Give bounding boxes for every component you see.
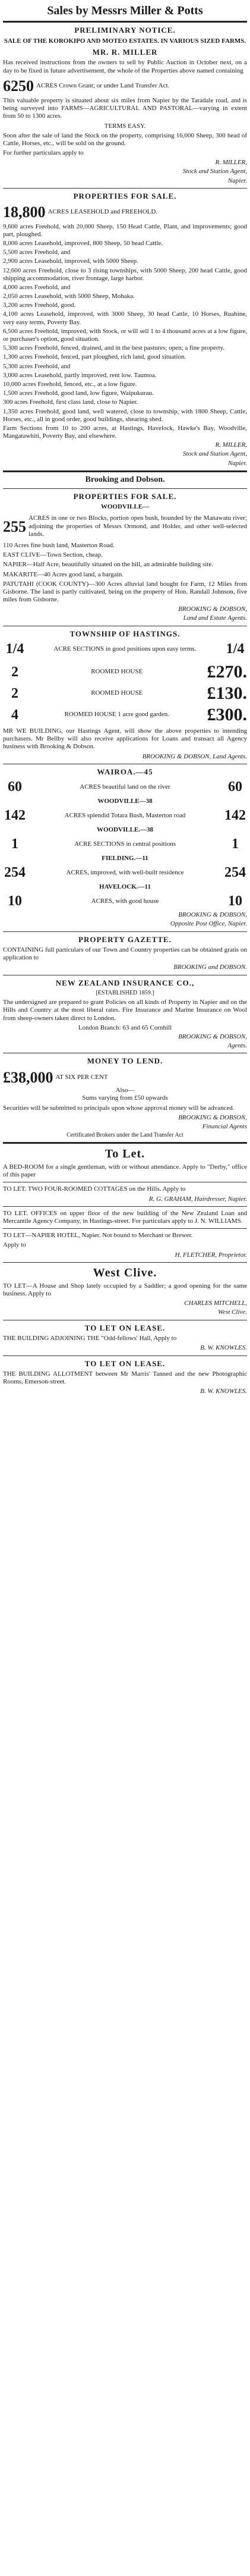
section-heading: TO LET ON LEASE.	[84, 1358, 166, 1368]
house-rooms: 2	[11, 685, 18, 701]
house-rooms: 4	[11, 707, 18, 723]
listing-text: ACRES, improved, with well-built residence	[66, 869, 184, 877]
property-item: 5,300 acres Freehold, fenced, drained, and in the best pastures; open; a fine property.	[3, 344, 225, 352]
miller-properties	[3, 192, 247, 467]
property-item: 3,200 acres Freehold, good.	[3, 302, 76, 309]
woodville-sub: WOODVILLE—	[100, 503, 150, 511]
signature-name: CHARLES MITCHELL,	[184, 1300, 247, 1307]
hotel-signature: H. FLETCHER, Proprietor.	[175, 1251, 247, 1259]
property-item: 300 acres Freehold, first class land, close to Napier.	[3, 399, 138, 406]
property-item: 10,000 acres Freehold, fenced, etc., at a low figure.	[3, 380, 137, 388]
section-heading: PROPERTIES FOR SALE.	[73, 191, 177, 200]
signature-title: Stock and Station Agent,	[183, 450, 247, 458]
established: [ESTABLISHED 1859.]	[96, 990, 154, 997]
hastings-row	[3, 641, 247, 658]
lease-signature: B. W. KNOWLES.	[200, 1344, 247, 1352]
page-header: Sales by Messrs Miller & Potts	[47, 4, 203, 17]
property-item: Farm Sections from 10 to 200 acres, at Hastings, Havelock, Hawke's Bay, Woodville, Mangatawhiti, Poverty Bay, and elsewhere.	[3, 424, 247, 440]
acre-count: 254	[224, 865, 246, 881]
fraction: 1/4	[226, 641, 245, 657]
amount-line	[3, 1068, 247, 1087]
property-gazette	[3, 935, 247, 972]
notice-intro: Has received instructions from the owners to sell by Public Auction in October next, on a day to be fixed in future advertisement, the whole of the Properties above named containing	[3, 59, 247, 74]
signature-place: Napier.	[227, 459, 247, 467]
woodville-text: ACRES in one or two Blocks, portion open bush, bounded by the Manawatu river; adjoining the properties of Messrs Ormond, and Holder, and other well-selected lands.	[29, 514, 247, 538]
cottage-signature: R. G. GRAHAM, Hairdresser, Napier.	[148, 1195, 247, 1203]
sale-title: SALE OF THE KOROKIPO AND MOTEO ESTATES. IN VARIOUS SIZED FARMS.	[4, 37, 246, 45]
acre-count: 1	[232, 836, 239, 852]
hastings-section	[3, 629, 247, 761]
listing-row	[3, 893, 247, 910]
lease-signature: B. W. KNOWLES.	[200, 1388, 247, 1395]
signature-name: BROOKING & DOBSON,	[178, 1033, 247, 1041]
offices-ad: TO LET. OFFICES on upper floor of the new building of the New Zealand Loan and Mercantile Agency Company, in Hastings-street. For particulars apply to J. N. WILLIAMS.	[3, 1209, 247, 1225]
east-clive: EAST CLIVE—Town Section, cheap.	[3, 551, 103, 559]
woodville-heading: WOODVILLE.—38	[96, 826, 154, 834]
woodville-heading: WOODVILLE—38	[97, 798, 153, 805]
house-rooms: 2	[11, 664, 18, 680]
acre-count: 10	[228, 893, 242, 909]
insurance-body: The undersigned are prepared to grant Policies on all kinds of Property in Napier and on the Hills and Country at the most liberal rates. Fire Insurance and Marine Insurance on Wool from sheep-owners taken direct to London.	[3, 999, 247, 1022]
listing-row	[3, 864, 247, 881]
london-branch: London Branch: 63 and 65 Cornhill	[78, 1024, 172, 1031]
signature-name: BROOKING & DOBSON,	[178, 1113, 247, 1121]
property-item: 2,900 acres Leasehold, improved, with 5000 Sheep.	[3, 258, 138, 265]
brooking-properties	[3, 475, 247, 623]
stock-note: Soon after the sale of land the Stock on the property, comprising 16,000 Sheep, 300 head of Cattle, Horses, etc., will be sold on the ground.	[3, 131, 247, 147]
listing-text: ACRES splendid Totara Bush, Masterton road	[64, 812, 186, 820]
section-heading: To Let.	[105, 1147, 145, 1161]
property-item: 6,500 acres Freehold, improved, with Stock, or will sell 1 to 4 thousand acres at a low figure, or purchaser's option, good situation.	[3, 327, 247, 343]
house-desc: ROOMED HOUSE 1 acre good garden.	[64, 711, 170, 718]
acre-count: 60	[228, 779, 242, 795]
signature-name: R. MILLER,	[215, 159, 247, 167]
money-section	[3, 1056, 247, 1139]
woodville-line	[3, 513, 247, 540]
gazette-signature: BROOKING and DOBSON.	[173, 964, 247, 971]
firm-name: Brooking and Dobson.	[85, 475, 165, 484]
listing-text: ACRES beautiful land on the river	[80, 783, 170, 791]
property-item: 4,100 acres Leasehold, improved, with 3000 Sheep, 30 head Cattle, 10 Horses, Ruahine, very easy terms, Poverty Bay.	[3, 310, 247, 326]
makarite-listing: MAKARITE—40 Acres good land, a bargain.	[3, 570, 124, 578]
lease-section-2	[3, 1359, 247, 1396]
fielding-heading: FIELDING.—11	[102, 855, 148, 862]
big-figure: 18,800	[3, 203, 46, 221]
acre-count: 142	[224, 808, 246, 824]
property-item: 3,000 acres Leasehold, partly improved, rent low. Taumoa.	[3, 371, 157, 379]
insurance-name: NEW ZEALAND INSURANCE CO.,	[55, 978, 195, 987]
lease-section-1	[3, 1323, 247, 1353]
patutahi-listing: PATUTAHI (COOK COUNTY)—300 Acres alluvial land bought for Farm, 12 Miles from Gisborne. The land is partly cultivated, being on the property of Hon. Randall Johnson, five miles from Gisborne.	[3, 580, 247, 604]
acres-text: ACRES Crown Grant; or under Land Transfer Act.	[36, 81, 170, 89]
house-row	[3, 661, 247, 683]
cottage-ad: TO LET. TWO FOUR-ROOMED COTTAGES on the Hills. Apply to	[3, 1185, 186, 1193]
divider	[3, 488, 247, 489]
divider	[3, 1142, 247, 1144]
listing-row	[3, 836, 247, 853]
property-item: 5,300 acres Freehold, and	[3, 362, 71, 370]
hotel-apply: Apply to	[3, 1241, 26, 1249]
west-clive-section	[3, 1266, 247, 1317]
house-price: £300.	[207, 705, 247, 725]
to-let-section	[3, 1147, 247, 1259]
acre-count: 1	[11, 836, 18, 852]
property-item: 1,500 acres Freehold, good land, low figure, Waipukurau.	[3, 390, 154, 397]
divider	[3, 931, 247, 932]
property-item: 9,600 acres Freehold, with 20,000 Sheep, 150 Head Cattle, Plant, and improvements; good part, ploughed.	[3, 222, 247, 238]
woodville-extra: 110 Acres fine bush land, Masterton Road.	[3, 541, 115, 549]
property-item: 1,300 acres Freehold, fenced, part ploughed, rich land, good situation.	[3, 353, 186, 361]
signature-title: Stock and Station Agent,	[183, 168, 247, 175]
house-price: £270.	[207, 662, 247, 682]
wairoa-heading: WAIROA.—45	[97, 767, 153, 776]
district-listings	[3, 767, 247, 928]
west-clive-body: TO LET—A House and Shop lately occupied by a Saddler; a good opening for the same business. Apply to	[3, 1282, 247, 1297]
havelock-heading: HAVELOCK.—11	[99, 883, 151, 891]
big-acres-line	[3, 203, 247, 221]
signature-title: Land and Estate Agents.	[183, 614, 247, 622]
signature-name: BROOKING & DOBSON,	[178, 605, 247, 613]
acres-line	[3, 77, 247, 95]
lease-body: THE BUILDING ALLOTMENT between Mr Marris' Tanned and the new Photographic Rooms, Emerson-street.	[3, 1370, 247, 1386]
woodville-figure: 255	[3, 517, 26, 535]
section-heading: TOWNSHIP OF HASTINGS.	[69, 629, 181, 638]
section-heading: TO LET ON LEASE.	[84, 1323, 166, 1332]
signature-name: BROOKING & DOBSON,	[178, 911, 247, 919]
amount: £38,000	[3, 1068, 53, 1086]
napier-listing: NAPIER—Half Acre, beautifully situated on the hill, an admirable building site.	[3, 561, 214, 569]
hastings-text: ACRE SECTIONS in good positions upon easy terms.	[53, 645, 197, 653]
section-heading: MONEY TO LEND.	[87, 1056, 163, 1066]
fraction: 1/4	[5, 641, 24, 657]
divider	[3, 1206, 247, 1207]
property-item: 2,050 acres Leasehold, with 5000 Sheep, Mohaka.	[3, 293, 135, 300]
acre-count: 10	[8, 893, 22, 909]
money-body: Securities will be submitted to principals upon whose approval money will be advanced.	[3, 1104, 235, 1112]
hotel-ad: TO LET—NAPIER HOTEL, Napier. Not bound to Merchant or Brewer.	[3, 1232, 193, 1240]
further-note: For further particulars apply to	[3, 149, 84, 157]
lease-body: THE BUILDING ADJOINING THE "Odd-fellows' Hall, Apply to	[3, 1335, 177, 1342]
divider	[3, 188, 247, 189]
acre-count: 254	[4, 865, 26, 881]
divider	[3, 1262, 247, 1263]
divider	[3, 1228, 247, 1229]
house-desc: ROOMED HOUSE	[91, 689, 143, 697]
gazette-body: CONTAINING full particulars of our Town and Country properties can be obtained gratis on application to	[3, 946, 247, 962]
property-item: 5,500 acres Freehold, and	[3, 249, 71, 256]
acre-count: 142	[4, 808, 26, 824]
signature-place: Napier.	[227, 177, 247, 184]
section-heading: West Clive.	[93, 1266, 157, 1279]
miller-notice	[3, 26, 247, 185]
auctioneer-name: MR. R. MILLER	[92, 47, 158, 57]
notice-body: This valuable property is situated about six miles from Napier by the Taradale road, and is being surveyed into FARMS—AGRICULTURAL AND PASTORAL—varying in extent from 50 to 1300 acres.	[3, 96, 247, 120]
house-desc: ROOMED HOUSE	[91, 668, 143, 676]
property-item: 1,350 acres Freehold, good land, well watered, close to township, with 1800 Sheep, Cattle, Horses, etc., all in good order, good buildings, shearing shed.	[3, 407, 247, 423]
money-footer: Certificated Brokers under the Land Transfer Act	[67, 1132, 183, 1139]
agency-signature: BROOKING & DOBSON, Land Agents.	[142, 752, 247, 760]
small-sums: Sums varying from £50 upwards	[82, 1094, 168, 1102]
section-heading: PROPERTIES FOR SALE.	[73, 491, 177, 501]
listing-text: ACRE SECTIONS in central positions	[74, 840, 176, 848]
rate: AT SIX PER CENT	[55, 1073, 108, 1081]
property-item: 8,000 acres Leasehold, improved, 800 Sheep, 50 head Cattle.	[3, 239, 163, 247]
listing-text: ACRES, with good house	[91, 898, 159, 905]
notice-title: PRELIMINARY NOTICE.	[74, 26, 176, 34]
signature-title: Agents.	[227, 1042, 247, 1050]
signature-name: R. MILLER,	[215, 441, 247, 449]
signature-title: Opposite Post Office, Napier.	[170, 920, 247, 928]
property-item: 12,600 acres Freehold, close to 3 rising townships, with 5000 Sheep, 200 head Cattle, good shipping accommodation, river frontage, large harbor.	[3, 266, 247, 282]
section-heading: PROPERTY GAZETTE.	[78, 934, 172, 944]
listing-row	[3, 807, 247, 824]
signature-title: Financial Agents	[202, 1122, 247, 1130]
bedroom-ad: A BED-ROOM for a single gentleman, with or without attendance. Apply to "Derby," office of this paper	[3, 1163, 247, 1179]
property-list	[3, 223, 247, 441]
listing-row	[3, 779, 247, 796]
also: Also—	[115, 1087, 135, 1094]
big-text: ACRES LEASEHOLD and FREEHOLD.	[48, 208, 158, 216]
house-row	[3, 683, 247, 704]
acre-count: 60	[8, 779, 22, 795]
house-price: £130.	[207, 683, 247, 704]
insurance-section	[3, 978, 247, 1050]
divider	[3, 470, 247, 472]
terms: TERMS EASY.	[104, 122, 146, 130]
property-item: 4,000 acres Freehold, and	[3, 283, 71, 291]
acres-figure: 6250	[3, 77, 34, 95]
agency-note: MR WE BUILDING, our Hastings Agent, will show the above properties to intending purchasers. Mr Bellby will also receive applications for Loans and transact all Agency business with Brooking & Dobson.	[3, 727, 247, 751]
house-row	[3, 704, 247, 726]
divider	[3, 21, 247, 23]
signature-place: West Clive.	[217, 1309, 247, 1316]
